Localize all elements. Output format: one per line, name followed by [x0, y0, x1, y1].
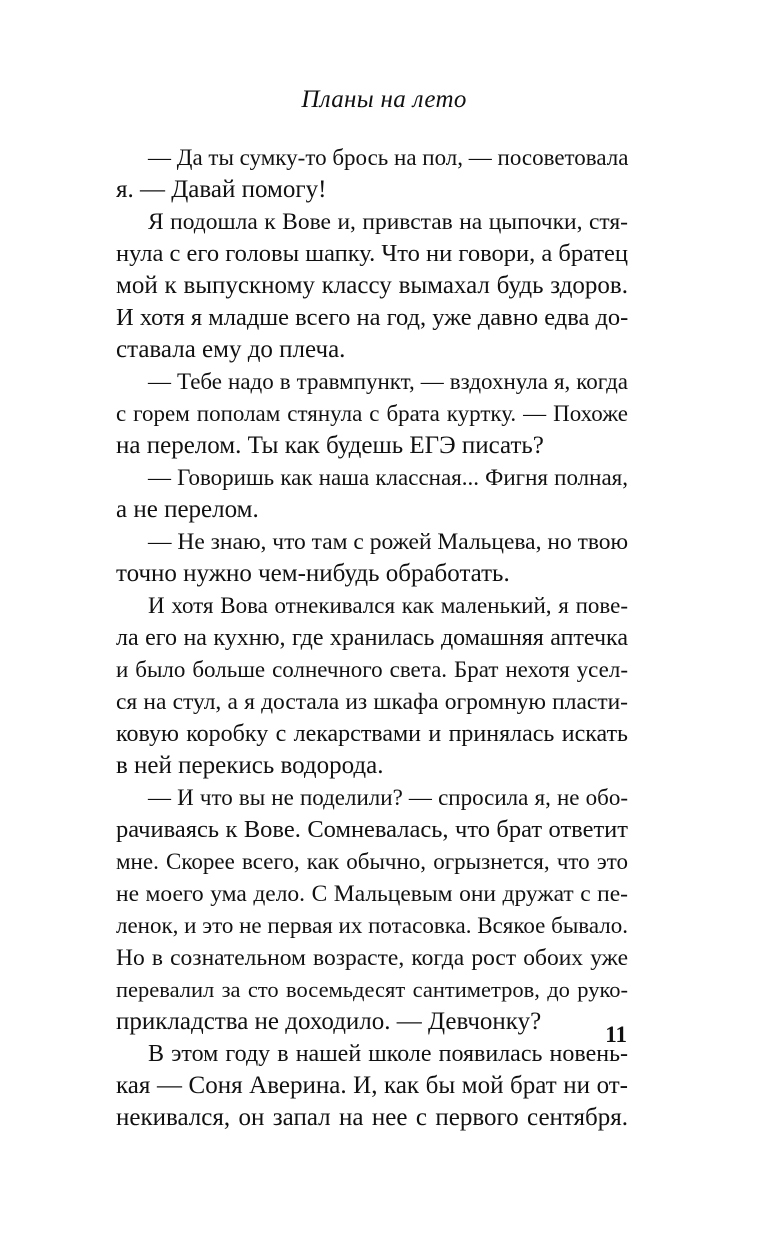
- text-line: — Не знаю, что там с рожей Мальцева, но твою: [148, 529, 629, 555]
- text-line: некивался, он запал на нее с первого сентября.: [116, 1104, 628, 1131]
- text-line: рачиваясь к Вове. Сомневалась, что брат ответит: [116, 816, 628, 843]
- text-line: на перелом. Ты как будешь ЕГЭ писать?: [116, 432, 544, 459]
- text-line: прикладства не доходило. — Девчонку?: [116, 1008, 542, 1035]
- text-line: мой к выпускному классу вымахал будь здоров.: [116, 272, 628, 299]
- running-head: Планы на лето: [301, 86, 467, 113]
- text-line: — Тебе надо в травмпункт, — вздохнула я, когда: [148, 369, 628, 394]
- paragraph: [116, 366, 628, 462]
- paragraph: [116, 462, 628, 526]
- text-line: И хотя я младше всего на год, уже давно едва до-: [116, 304, 629, 331]
- paragraph: [116, 206, 628, 366]
- body-text: [116, 142, 628, 1134]
- text-line: а не перелом.: [116, 496, 259, 523]
- text-line: ленок, и это не первая их потасовка. Всякое бывало.: [116, 913, 628, 938]
- text-line: ся на стул, а я достала из шкафа огромную пласти-: [116, 689, 628, 715]
- text-line: и было больше солнечного света. Брат нехотя усел-: [116, 657, 628, 682]
- text-line: — Говоришь как наша классная... Фигня полная,: [148, 465, 628, 490]
- text-line: в ней перекись водорода.: [116, 752, 384, 779]
- paragraph: [116, 526, 628, 590]
- text-line: мне. Скорее всего, как обычно, огрызнется, что это: [116, 849, 628, 874]
- paragraph: [116, 1038, 628, 1134]
- paragraph: [116, 142, 628, 206]
- page-number: 11: [605, 1022, 627, 1047]
- text-line: перевалил за сто восемьдесят сантиметров, до руко-: [116, 977, 628, 1002]
- text-line: — Да ты сумку-то брось на пол, — посоветовала: [148, 145, 629, 170]
- text-line: — И что вы не поделили? — спросила я, не обо-: [148, 785, 628, 810]
- text-line: я. — Давай помогу!: [116, 176, 327, 203]
- text-line: ла его на кухню, где хранилась домашняя аптечка: [116, 625, 628, 651]
- text-line: нула с его головы шапку. Что ни говори, а братец: [116, 240, 628, 267]
- text-line: ковую коробку с лекарствами и принялась искать: [116, 721, 628, 747]
- text-line: ставала ему до плеча.: [116, 336, 346, 363]
- text-line: В этом году в нашей школе появилась новень-: [148, 1041, 628, 1067]
- text-line: точно нужно чем-нибудь обработать.: [116, 560, 510, 587]
- text-line: И хотя Вова отнекивался как маленький, я пове-: [148, 593, 628, 618]
- text-line: с горем пополам стянула с брата куртку. — Похоже: [116, 401, 628, 426]
- text-line: не моего ума дело. С Мальцевым они дружат с пе-: [116, 881, 628, 907]
- text-line: кая — Соня Аверина. И, как бы мой брат ни от-: [116, 1072, 628, 1099]
- paragraph: [116, 782, 628, 1038]
- paragraph: [116, 590, 628, 782]
- text-line: Но в сознательном возрасте, когда рост обоих уже: [116, 945, 628, 971]
- text-line: Я подошла к Вове и, привстав на цыпочки, стя-: [148, 209, 628, 235]
